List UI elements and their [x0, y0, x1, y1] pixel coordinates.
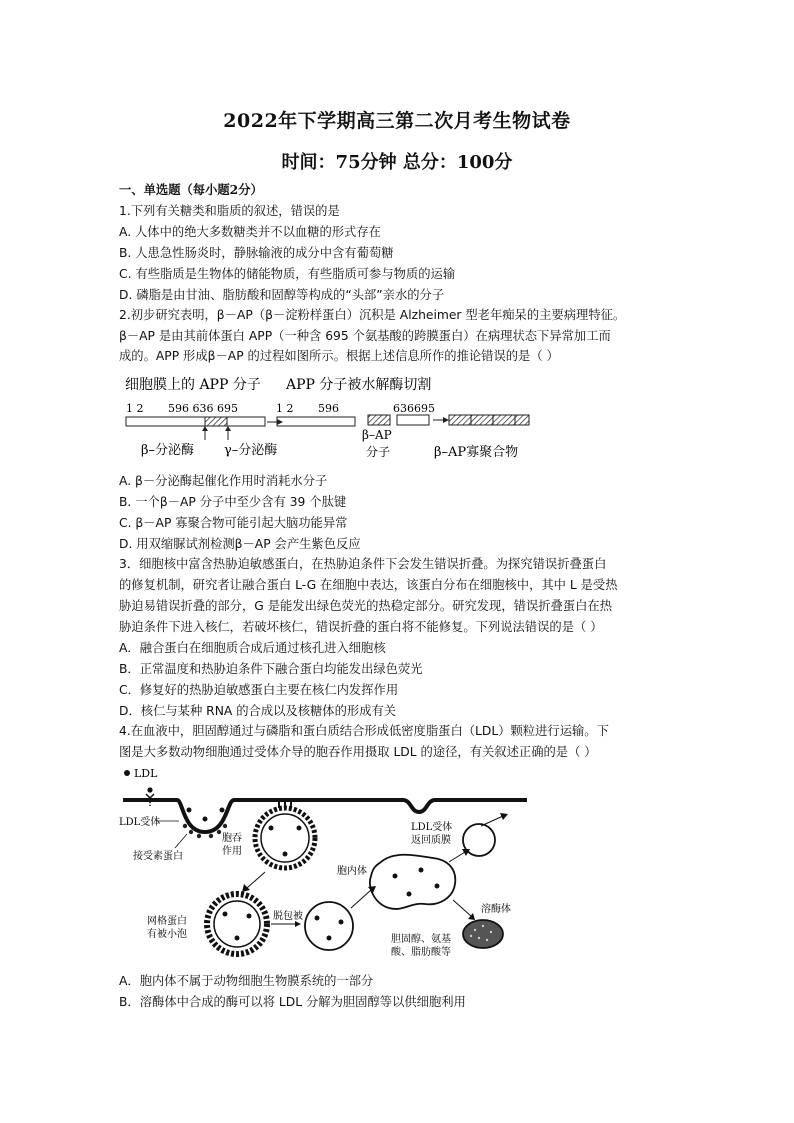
q2-option-b: B. 一个β－AP 分子中至少含有 39 个肽键	[119, 495, 347, 509]
uncoating-label: 脱包被	[273, 911, 303, 922]
tail-residue-numbers: 636695	[393, 402, 435, 415]
q4-stem-line-1: 4.在血液中，胆固醇通过与磷脂和蛋白质结合形成低密度脂蛋白（LDL）颗粒进行运输。下	[119, 724, 609, 738]
arrow-to-lysosome	[453, 900, 471, 916]
budding-vesicle-coat	[255, 808, 315, 868]
beta-secretase-arrowhead	[202, 426, 208, 431]
q1-option-d: D. 磷脂是由甘油、脂肪酸和固醇等构成的“头部”亲水的分子	[119, 288, 445, 302]
bound-ldl-icon	[147, 787, 152, 792]
q2-option-c: C. β－AP 寡聚合物可能引起大脑功能异常	[119, 516, 348, 530]
aggregate-unit-4	[515, 415, 529, 425]
app-beta-ap-segment	[205, 417, 227, 426]
ldl-receptor-label: LDL受体	[119, 817, 161, 828]
uncoated-ldl-1	[315, 916, 320, 921]
coated-vesicle-coat	[207, 894, 267, 954]
arrow-1-head	[277, 419, 283, 425]
uncoated-ldl-3	[327, 936, 332, 941]
vesicle-ldl-1	[269, 826, 274, 831]
q3-option-b: B．正常温度和热胁迫条件下融合蛋白均能发出绿色荧光	[119, 662, 423, 676]
c-tail-fragment	[397, 415, 429, 425]
q1-stem: 1.下列有关糖类和脂质的叙述，错误的是	[119, 204, 340, 218]
q3-stem-line-2: 的修复机制，研究者让融合蛋白 L-G 在细胞中表达，该蛋白分布在细胞核中，其中 L 是受热	[119, 578, 618, 592]
uncoated-vesicle	[305, 902, 353, 950]
ldl-label: LDL	[134, 767, 158, 780]
q3-option-a: A．融合蛋白在细胞质合成后通过核孔进入细胞核	[119, 641, 386, 655]
q2-stem-line-3: 成的。APP 形成β－AP 的过程如图所示。根据上述信息所作的推论错误的是（ ）	[119, 349, 559, 363]
vesicle-ldl-2	[297, 826, 302, 831]
section-heading: 一、单选题（每小题2分）	[119, 182, 263, 197]
pit-ldl-1	[187, 808, 192, 813]
receptor-return-label-2: 返回质膜	[411, 835, 451, 846]
coated-vesicle-label-1: 网格蛋白	[147, 916, 187, 927]
exam-title: 2022年下学期高三第二次月考生物试卷	[223, 110, 571, 132]
ldl-particle-icon	[124, 770, 130, 776]
arrow-recycle	[449, 852, 465, 862]
fragment-residue-numbers: 1 2 596	[276, 402, 339, 415]
arrow-to-coated-vesicle	[247, 872, 265, 888]
beta-ap-fragment	[368, 415, 390, 425]
products-label-1: 胆固醇、氨基	[391, 934, 451, 945]
q4-stem-line-2: 图是大多数动物细胞通过受体介导的胞吞作用摄取 LDL 的途径，有关叙述正确的是（ ）	[119, 745, 597, 759]
q3-stem-line-4: 胁迫条件下进入核仁，若破坏核仁，错误折叠的蛋白将不能修复。下列说法错误的是（ ）	[119, 620, 603, 634]
app-label: 细胞膜上的 APP 分子	[125, 377, 261, 393]
q3-option-c: C．修复好的热胁迫敏感蛋白主要在核仁内发挥作用	[119, 683, 399, 697]
endosome-label: 胞内体	[337, 866, 367, 877]
q4-option-b: B．溶酶体中合成的酶可以将 LDL 分解为胆固醇等以供细胞利用	[119, 995, 466, 1009]
app-cleavage-figure	[119, 372, 539, 464]
app-residue-numbers: 1 2 596 636 695	[126, 402, 238, 415]
coated-ldl-3	[235, 936, 240, 941]
arrow-2-head	[443, 417, 449, 423]
endosome	[370, 855, 455, 909]
beta-ap-molecule-label: 分子	[366, 445, 391, 459]
beta-ap-label: β–AP	[362, 428, 392, 442]
ldl-endocytosis-figure	[119, 766, 531, 971]
endocytosis-label-2: 作用	[222, 846, 242, 857]
receptor-return-label-1: LDL受体	[411, 822, 453, 833]
aggregate-label: β–AP寡聚合物	[434, 445, 519, 460]
pit-ldl-3	[220, 808, 225, 813]
q1-option-b: B. 人患急性肠炎时，静脉输液的成分中含有葡萄糖	[119, 246, 394, 260]
coated-vesicle-label-2: 有被小泡	[147, 929, 187, 940]
products-label-2: 酸、脂肪酸等	[391, 947, 451, 958]
q2-stem-line-2: β－AP 是由其前体蛋白 APP（一种含 695 个氨基酸的跨膜蛋白）在病理状态下异常加工而	[119, 329, 611, 343]
arrow-to-endosome	[351, 890, 371, 908]
uncoated-ldl-2	[339, 920, 344, 925]
aggregate-unit-2	[471, 415, 493, 425]
adaptor-label: 接受素蛋白	[133, 851, 183, 862]
q2-option-a: A. β－分泌酶起催化作用时消耗水分子	[119, 474, 328, 488]
q3-stem-line-1: 3．细胞核中富含热胁迫敏感蛋白，在热胁迫条件下会发生错误折叠。为探究错误折叠蛋白	[119, 557, 607, 571]
gamma-secretase-label: γ–分泌酶	[224, 443, 278, 458]
coated-ldl-1	[223, 912, 228, 917]
arrow-to-membrane	[481, 816, 503, 826]
beta-secretase-label: β–分泌酶	[141, 443, 195, 458]
cut-label: APP 分子被水解酶切割	[286, 377, 432, 393]
lysosome-label: 溶酶体	[481, 904, 511, 915]
adaptor-leader-line	[175, 834, 187, 848]
endosome-ldl-1	[393, 874, 398, 879]
endosome-ldl-2	[419, 868, 424, 873]
endosome-ldl-4	[407, 892, 412, 897]
recycling-vesicle	[463, 824, 495, 856]
pit-ldl-2	[203, 817, 208, 822]
q1-option-c: C. 有些脂质是生物体的储能物质，有些脂质可参与物质的运输	[119, 267, 456, 281]
aggregate-unit-3	[493, 415, 515, 425]
q1-option-a: A. 人体中的绝大多数糖类并不以血糖的形式存在	[119, 225, 381, 239]
gamma-secretase-arrowhead	[225, 426, 231, 431]
app-n-segment	[126, 417, 205, 426]
q4-option-a: A．胞内体不属于动物细胞生物膜系统的一部分	[119, 974, 374, 988]
vesicle-ldl-3	[283, 852, 288, 857]
coated-ldl-2	[247, 914, 252, 919]
q3-stem-line-3: 胁迫易错误折叠的部分，G 是能发出绿色荧光的热稳定部分。研究发现，错误折叠蛋白在热	[119, 599, 613, 613]
q3-option-d: D．核仁与某种 RNA 的合成以及核糖体的形成有关	[119, 704, 397, 718]
n-fragment	[277, 417, 355, 426]
arrow-to-coated-vesicle-head	[242, 884, 250, 892]
endosome-ldl-3	[435, 884, 440, 889]
q2-stem-line-1: 2.初步研究表明，β－AP（β－淀粉样蛋白）沉积是 Alzheimer 型老年痴呆的主要病理特征。	[119, 308, 626, 322]
exam-subtitle: 时间：75分钟 总分：100分	[281, 152, 513, 173]
app-c-segment	[227, 417, 265, 426]
lysosome	[463, 920, 503, 948]
q2-option-d: D. 用双缩脲试剂检测β－AP 会产生紫色反应	[119, 537, 361, 551]
endocytosis-label-1: 胞吞	[222, 833, 242, 844]
aggregate-unit-1	[449, 415, 471, 425]
